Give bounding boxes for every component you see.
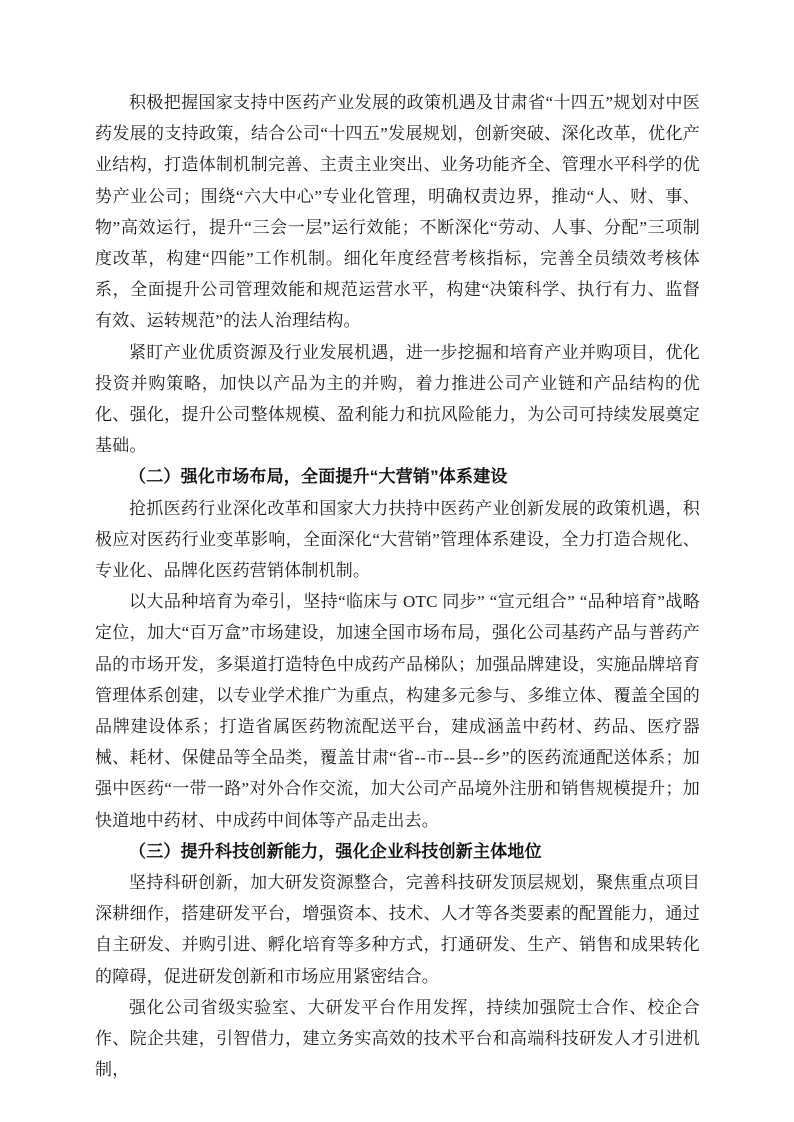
section-heading: （三）提升科技创新能力，强化企业科技创新主体地位 — [129, 841, 542, 861]
body-paragraph: 积极把握国家支持中医药产业发展的政策机遇及甘肃省“十四五”规划对中医药发展的支持政策，结合公司“十四五”发展规划，创新突破、深化改革，优化产业结构，打造体制机制完善、主责主业突出、业务功能齐全、管理水平科学的优势产业公司；围绕“六大中心”专业化管理，明确权责边界，推动“人、财、事、物”高效运行，提升“三会一层”运行效能；不断深化“劳动、人事、分配”三项制度改革，构建“四能”工作机制。细化年度经营考核指标，完善全员绩效考核体系，全面提升公司管理效能和规范运营水平，构建“决策科学、执行有力、监督有效、运转规范”的法人治理结构。 — [95, 93, 700, 331]
body-paragraph: 坚持科研创新，加大研发资源整合，完善科技研发顶层规划，聚焦重点项目深耕细作，搭建研发平台，增强资本、技术、人才等各类要素的配置能力，通过自主研发、并购引进、孵化培育等多种方式，打通研发、生产、销售和成果转化的障碍，促进研发创新和市场应用紧密结合。 — [95, 873, 700, 986]
body-paragraph: 紧盯产业优质资源及行业发展机遇，进一步挖掘和培育产业并购项目，优化投资并购策略，加快以产品为主的并购，着力推进公司产业链和产品结构的优化、强化，提升公司整体规模、盈利能力和抗风险能力，为公司可持续发展奠定基础。 — [95, 342, 700, 456]
section-heading: （二）强化市场布局，全面提升“大营销”体系建设 — [129, 467, 508, 487]
body-paragraph: 抢抓医药行业深化改革和国家大力扶持中医药产业创新发展的政策机遇，积极应对医药行业变革影响，全面深化“大营销”管理体系建设，全力打造合规化、专业化、品牌化医药营销体制机制。 — [95, 498, 700, 581]
document-body — [95, 87, 700, 1086]
body-paragraph: 强化公司省级实验室、大研发平台作用发挥，持续加强院士合作、校企合作、院企共建，引智借力，建立务实高效的技术平台和高端科技研发人才引进机制， — [95, 997, 700, 1080]
body-paragraph: 以大品种培育为牵引，坚持“临床与 OTC 同步” “宣元组合” “品种培育”战略定位，加大“百万盒”市场建设，加速全国市场布局，强化公司基药产品与普药产品的市场开发，多渠道打造特色中成药产品梯队；加强品牌建设，实施品牌培育管理体系创建，以专业学术推广为重点，构建多元参与、多维立体、覆盖全国的品牌建设体系；打造省属医药物流配送平台，建成涵盖中药材、药品、医疗器械、耗材、保健品等全品类，覆盖甘肃“省--市--县--乡”的医药流通配送体系；加强中医药“一带一路”对外合作交流，加大公司产品境外注册和销售规模提升；加快道地中药材、中成药中间体等产品走出去。 — [95, 592, 700, 830]
